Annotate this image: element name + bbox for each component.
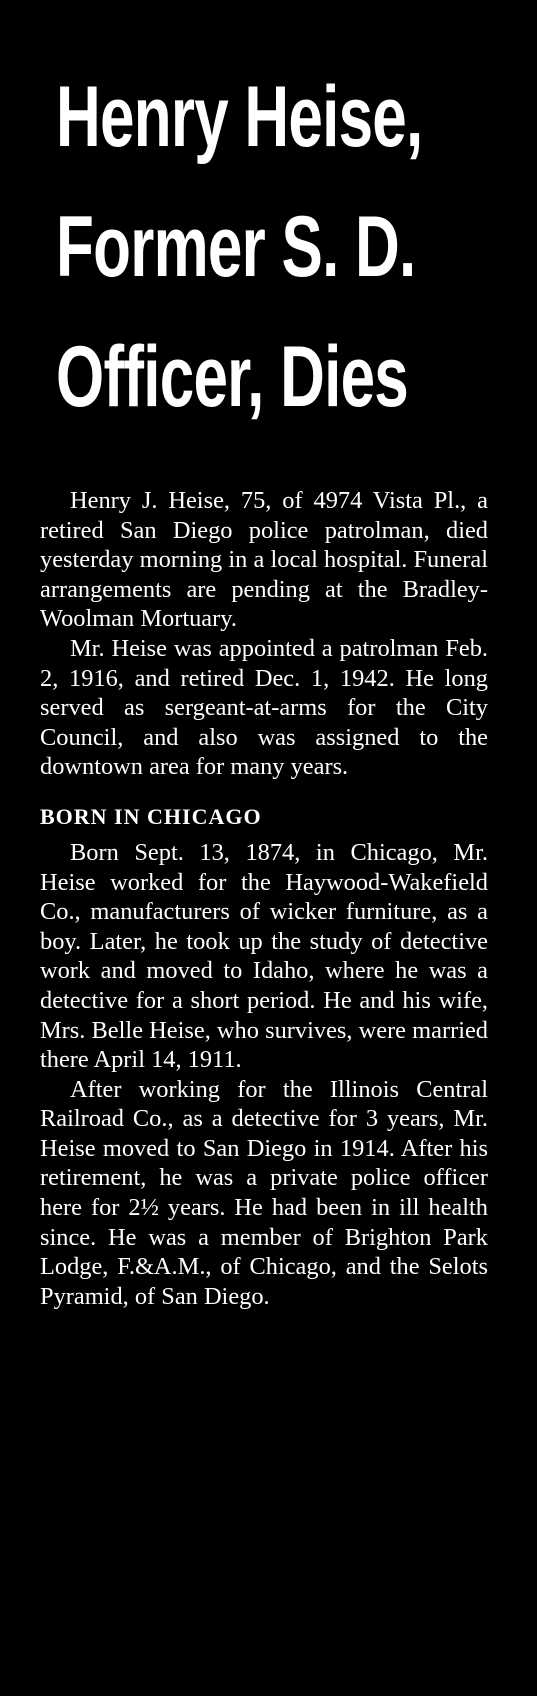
paragraph-4: After working for the Illinois Central Railroad Co., as a detective for 3 years, Mr. Heise moved to San Diego in 1914. After his retirement, he was a private police officer here for 2½ years. He had been in ill health since. He was a member of Brighton Park Lodge, F.&A.M., of Chicago, and the Selots Pyramid, of San Diego. — [40, 1075, 488, 1310]
headline-line-1: Henry Heise, — [56, 69, 423, 165]
headline-line-3: Officer, Dies — [56, 329, 409, 425]
paragraph-1: Henry J. Heise, 75, of 4974 Vista Pl., a retired San Diego police patrolman, died yesterday morning in a local hospital. Funeral arrangements are pending at the Bradley-Woolman Mortuary. — [40, 487, 488, 633]
subheading: BORN IN CHICAGO — [40, 803, 262, 829]
paragraph-2: Mr. Heise was appointed a patrolman Feb. 2, 1916, and retired Dec. 1, 1942. He long served as sergeant-at-arms for the City Council, and also was assigned to the downtown area for many years. — [40, 634, 488, 781]
article-body — [40, 486, 488, 1311]
headline — [56, 52, 423, 442]
headline-line-2: Former S. D. — [56, 199, 416, 295]
paragraph-3: Born Sept. 13, 1874, in Chicago, Mr. Heise worked for the Haywood-Wakefield Co., manufacturers of wicker furniture, as a boy. Later, he took up the study of detective work and moved to Idaho, where he was a detective for a short period. He and his wife, Mrs. Belle Heise, who survives, were married there April 14, 1911. — [40, 838, 488, 1074]
